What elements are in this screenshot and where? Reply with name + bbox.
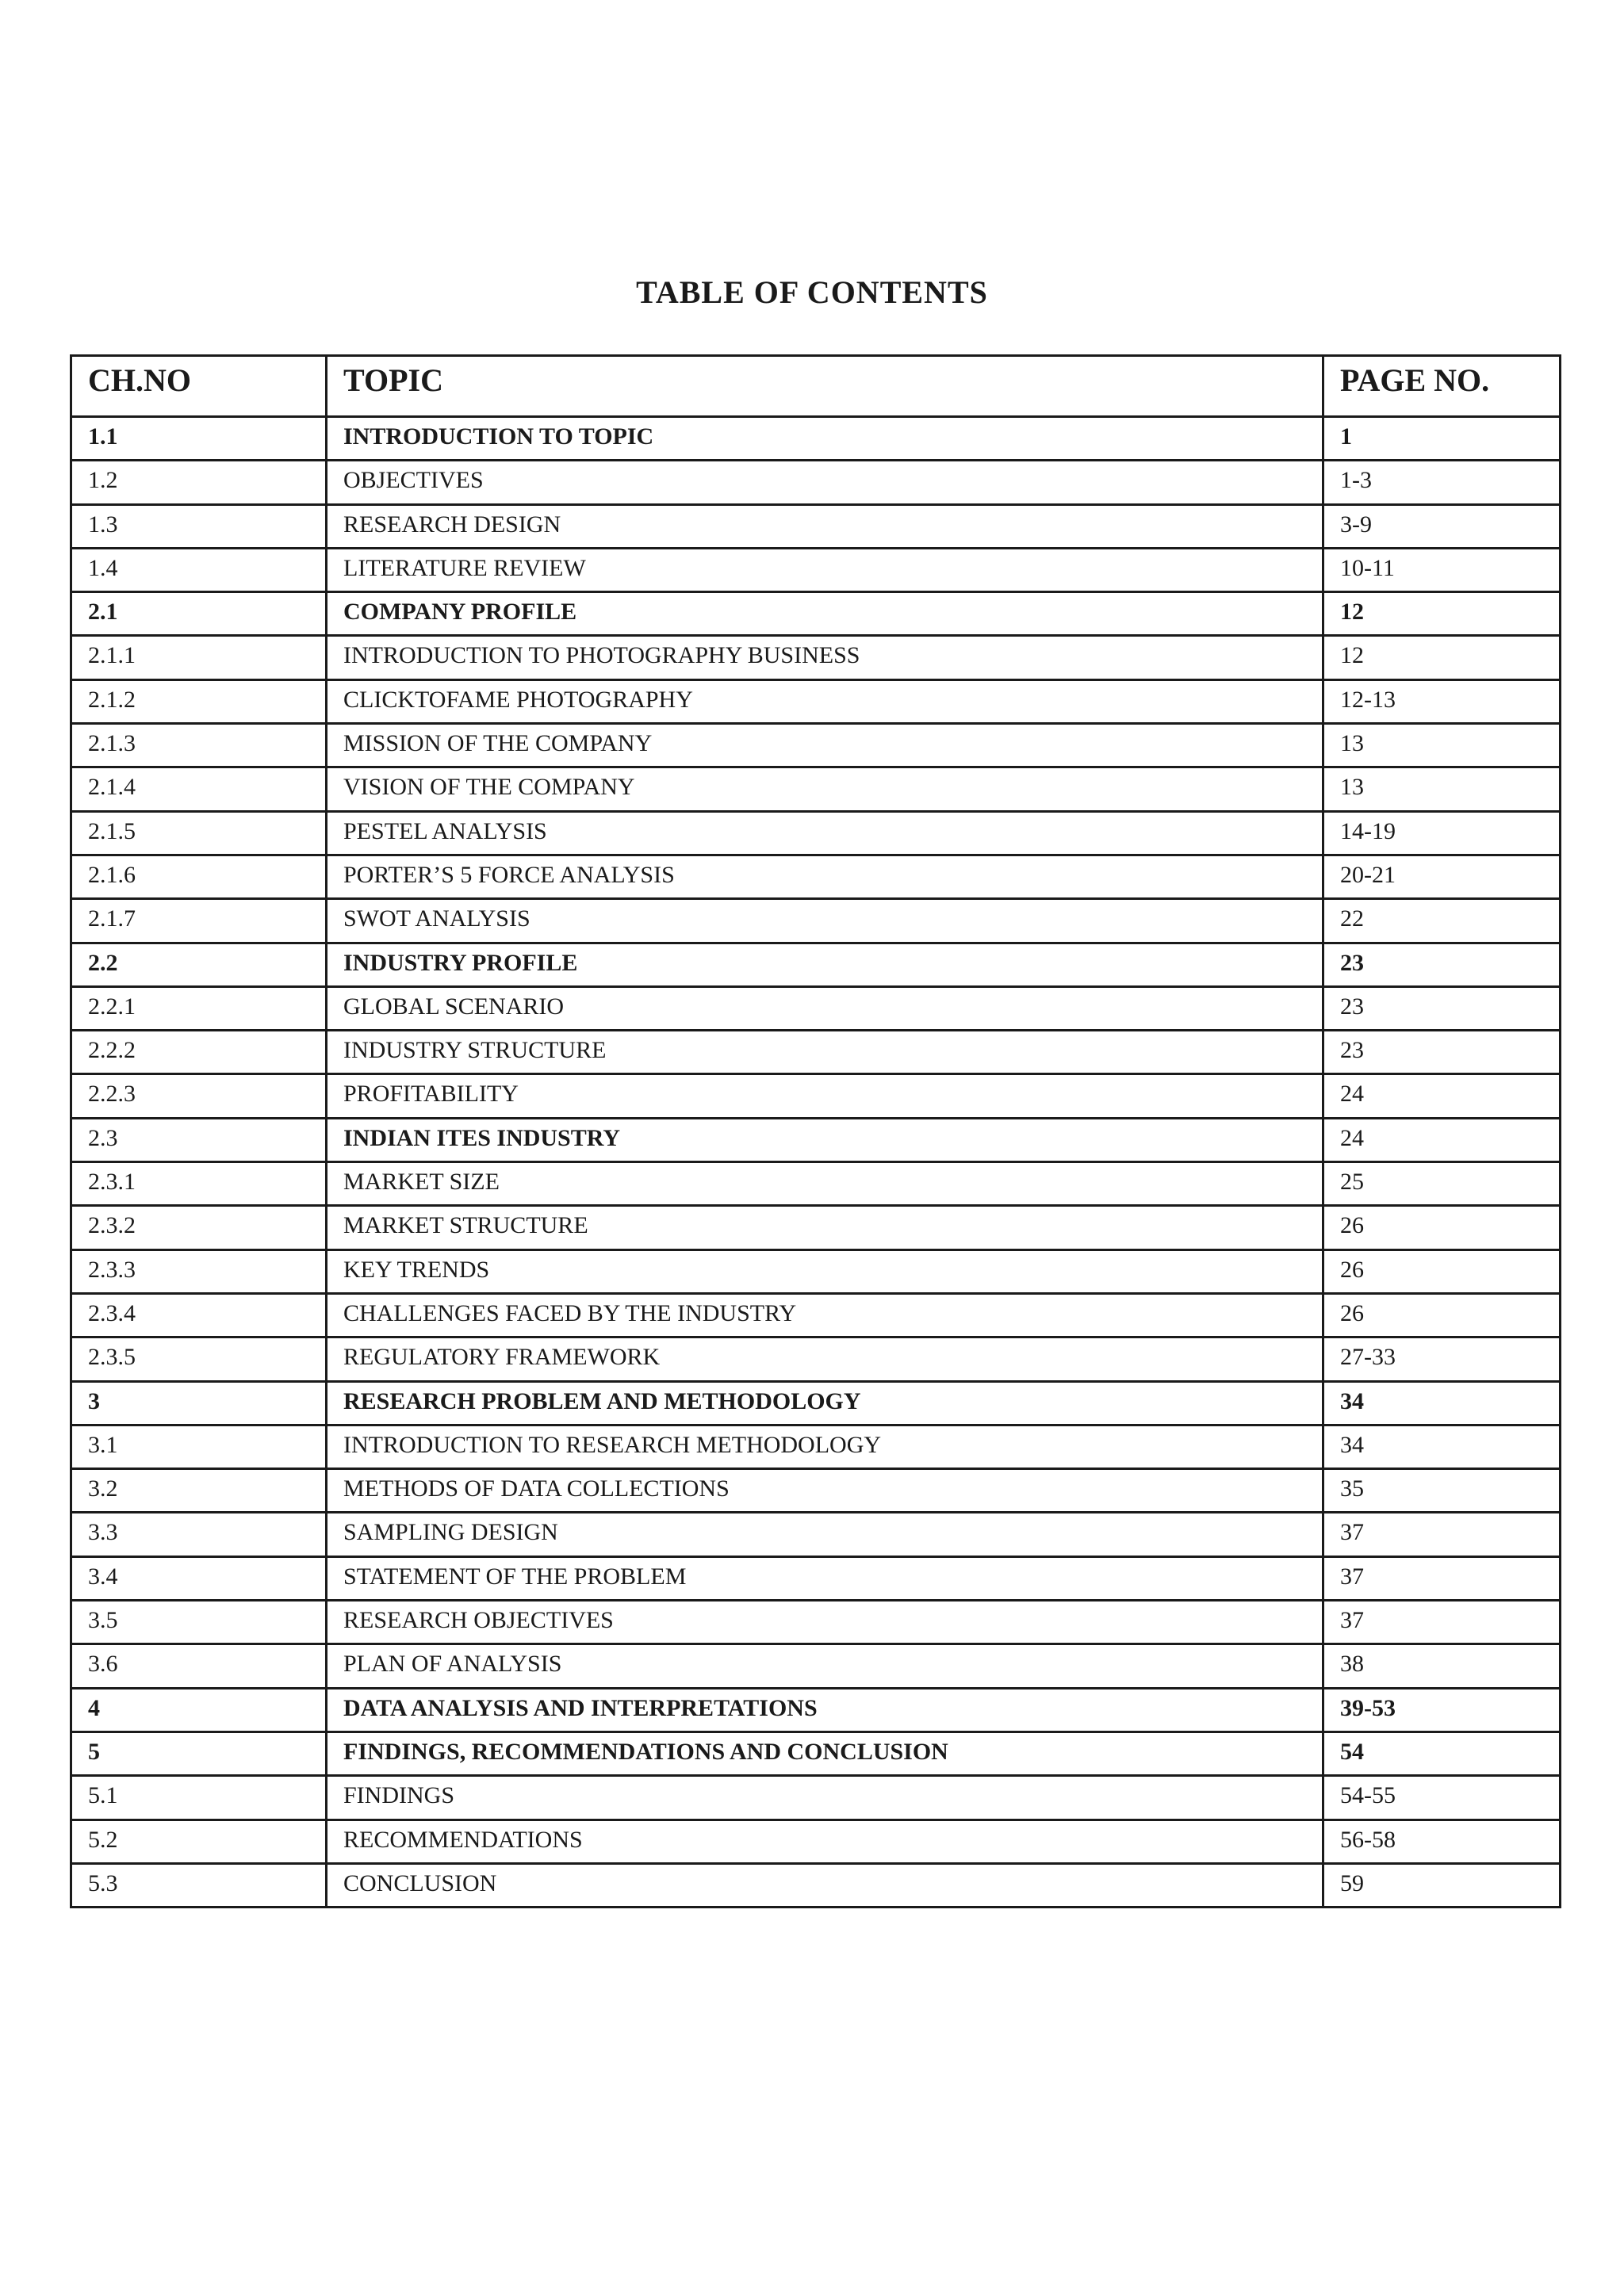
topic-cell: DATA ANALYSIS AND INTERPRETATIONS [327,1688,1323,1732]
chapter-number-cell: 3.4 [71,1556,327,1600]
page-number-cell: 26 [1323,1293,1561,1337]
topic-cell: METHODS OF DATA COLLECTIONS [327,1469,1323,1513]
page-number-cell: 54 [1323,1732,1561,1775]
chapter-number-cell: 1.2 [71,461,327,504]
topic-cell: MARKET SIZE [327,1162,1323,1206]
chapter-number-cell: 2.1.1 [71,636,327,679]
table-row [71,1031,1561,1074]
topic-cell: FINDINGS, RECOMMENDATIONS AND CONCLUSION [327,1732,1323,1775]
chapter-number-cell: 3 [71,1381,327,1425]
chapter-number-cell: 2.3 [71,1118,327,1161]
chapter-number-cell: 5.2 [71,1820,327,1863]
page-number-cell: 39-53 [1323,1688,1561,1732]
topic-cell: PORTER’S 5 FORCE ANALYSIS [327,855,1323,898]
table-row [71,1601,1561,1644]
chapter-number-cell: 2.3.2 [71,1206,327,1249]
page-number-cell: 12 [1323,592,1561,636]
chapter-number-cell: 2.3.4 [71,1293,327,1337]
chapter-number-cell: 1.3 [71,504,327,548]
topic-cell: GLOBAL SCENARIO [327,986,1323,1030]
topic-cell: STATEMENT OF THE PROBLEM [327,1556,1323,1600]
chapter-number-cell: 2.1.7 [71,899,327,943]
page-number-cell: 24 [1323,1118,1561,1161]
page-number-cell: 25 [1323,1162,1561,1206]
page-number-cell: 35 [1323,1469,1561,1513]
table-row [71,855,1561,898]
toc-table [70,354,1561,1908]
page-number-cell: 13 [1323,767,1561,811]
table-row [71,417,1561,461]
chapter-number-cell: 2.1.4 [71,767,327,811]
page-number-cell: 10-11 [1323,548,1561,591]
topic-cell: INDIAN ITES INDUSTRY [327,1118,1323,1161]
page-number-cell: 1 [1323,417,1561,461]
table-row [71,1644,1561,1688]
table-row [71,504,1561,548]
topic-cell: MISSION OF THE COMPANY [327,724,1323,767]
chapter-number-cell: 5 [71,1732,327,1775]
page-number-cell: 56-58 [1323,1820,1561,1863]
table-row [71,1425,1561,1468]
table-row [71,1469,1561,1513]
table-row [71,679,1561,723]
table-row [71,1776,1561,1820]
chapter-number-cell: 2.1 [71,592,327,636]
chapter-number-cell: 5.3 [71,1863,327,1907]
topic-cell: LITERATURE REVIEW [327,548,1323,591]
page-number-cell: 38 [1323,1644,1561,1688]
page-number-cell: 14-19 [1323,811,1561,855]
table-row [71,724,1561,767]
topic-cell: INDUSTRY STRUCTURE [327,1031,1323,1074]
table-row [71,1863,1561,1907]
chapter-number-cell: 2.1.2 [71,679,327,723]
topic-cell: COMPANY PROFILE [327,592,1323,636]
chapter-number-cell: 2.1.6 [71,855,327,898]
table-row [71,548,1561,591]
toc-header-row [71,356,1561,417]
chapter-number-cell: 2.2.3 [71,1074,327,1118]
page-number-cell: 23 [1323,1031,1561,1074]
topic-cell: VISION OF THE COMPANY [327,767,1323,811]
topic-cell: RESEARCH PROBLEM AND METHODOLOGY [327,1381,1323,1425]
chapter-number-cell: 2.3.5 [71,1337,327,1381]
table-row [71,943,1561,986]
table-row [71,1337,1561,1381]
chapter-number-cell: 1.4 [71,548,327,591]
topic-cell: INTRODUCTION TO RESEARCH METHODOLOGY [327,1425,1323,1468]
page-number-cell: 13 [1323,724,1561,767]
page-number-cell: 20-21 [1323,855,1561,898]
page-number-cell: 54-55 [1323,1776,1561,1820]
chapter-number-cell: 2.3.1 [71,1162,327,1206]
topic-cell: INTRODUCTION TO PHOTOGRAPHY BUSINESS [327,636,1323,679]
topic-cell: CONCLUSION [327,1863,1323,1907]
topic-cell: PESTEL ANALYSIS [327,811,1323,855]
column-header-page: PAGE NO. [1323,356,1561,417]
page-number-cell: 1-3 [1323,461,1561,504]
table-row [71,1556,1561,1600]
chapter-number-cell: 3.5 [71,1601,327,1644]
page-number-cell: 27-33 [1323,1337,1561,1381]
chapter-number-cell: 3.2 [71,1469,327,1513]
page-number-cell: 59 [1323,1863,1561,1907]
table-row [71,1206,1561,1249]
chapter-number-cell: 4 [71,1688,327,1732]
table-row [71,636,1561,679]
table-row [71,1118,1561,1161]
topic-cell: RESEARCH DESIGN [327,504,1323,548]
table-row [71,1074,1561,1118]
topic-cell: MARKET STRUCTURE [327,1206,1323,1249]
page-number-cell: 37 [1323,1556,1561,1600]
table-row [71,1513,1561,1556]
column-header-topic: TOPIC [327,356,1323,417]
page-number-cell: 23 [1323,986,1561,1030]
chapter-number-cell: 2.1.5 [71,811,327,855]
topic-cell: RECOMMENDATIONS [327,1820,1323,1863]
topic-cell: SWOT ANALYSIS [327,899,1323,943]
page-number-cell: 34 [1323,1425,1561,1468]
table-row [71,1381,1561,1425]
topic-cell: OBJECTIVES [327,461,1323,504]
page-number-cell: 34 [1323,1381,1561,1425]
table-row [71,461,1561,504]
topic-cell: PROFITABILITY [327,1074,1323,1118]
table-row [71,1732,1561,1775]
chapter-number-cell: 5.1 [71,1776,327,1820]
table-row [71,811,1561,855]
page-number-cell: 26 [1323,1249,1561,1293]
page-number-cell: 37 [1323,1601,1561,1644]
toc-body [71,417,1561,1908]
chapter-number-cell: 3.1 [71,1425,327,1468]
table-row [71,899,1561,943]
page-number-cell: 23 [1323,943,1561,986]
chapter-number-cell: 3.6 [71,1644,327,1688]
table-row [71,986,1561,1030]
table-row [71,1249,1561,1293]
table-row [71,1162,1561,1206]
chapter-number-cell: 2.2.1 [71,986,327,1030]
table-row [71,592,1561,636]
chapter-number-cell: 2.3.3 [71,1249,327,1293]
chapter-number-cell: 1.1 [71,417,327,461]
chapter-number-cell: 3.3 [71,1513,327,1556]
topic-cell: RESEARCH OBJECTIVES [327,1601,1323,1644]
page-number-cell: 26 [1323,1206,1561,1249]
page-number-cell: 22 [1323,899,1561,943]
topic-cell: SAMPLING DESIGN [327,1513,1323,1556]
page-number-cell: 12-13 [1323,679,1561,723]
page-number-cell: 12 [1323,636,1561,679]
chapter-number-cell: 2.2.2 [71,1031,327,1074]
chapter-number-cell: 2.2 [71,943,327,986]
page-number-cell: 37 [1323,1513,1561,1556]
table-row [71,767,1561,811]
page-title: TABLE OF CONTENTS [636,274,988,310]
topic-cell: KEY TRENDS [327,1249,1323,1293]
topic-cell: INDUSTRY PROFILE [327,943,1323,986]
table-row [71,1820,1561,1863]
page-number-cell: 24 [1323,1074,1561,1118]
topic-cell: CLICKTOFAME PHOTOGRAPHY [327,679,1323,723]
topic-cell: FINDINGS [327,1776,1323,1820]
table-row [71,1293,1561,1337]
topic-cell: PLAN OF ANALYSIS [327,1644,1323,1688]
chapter-number-cell: 2.1.3 [71,724,327,767]
column-header-chapter: CH.NO [71,356,327,417]
table-row [71,1688,1561,1732]
topic-cell: CHALLENGES FACED BY THE INDUSTRY [327,1293,1323,1337]
topic-cell: INTRODUCTION TO TOPIC [327,417,1323,461]
page-number-cell: 3-9 [1323,504,1561,548]
topic-cell: REGULATORY FRAMEWORK [327,1337,1323,1381]
